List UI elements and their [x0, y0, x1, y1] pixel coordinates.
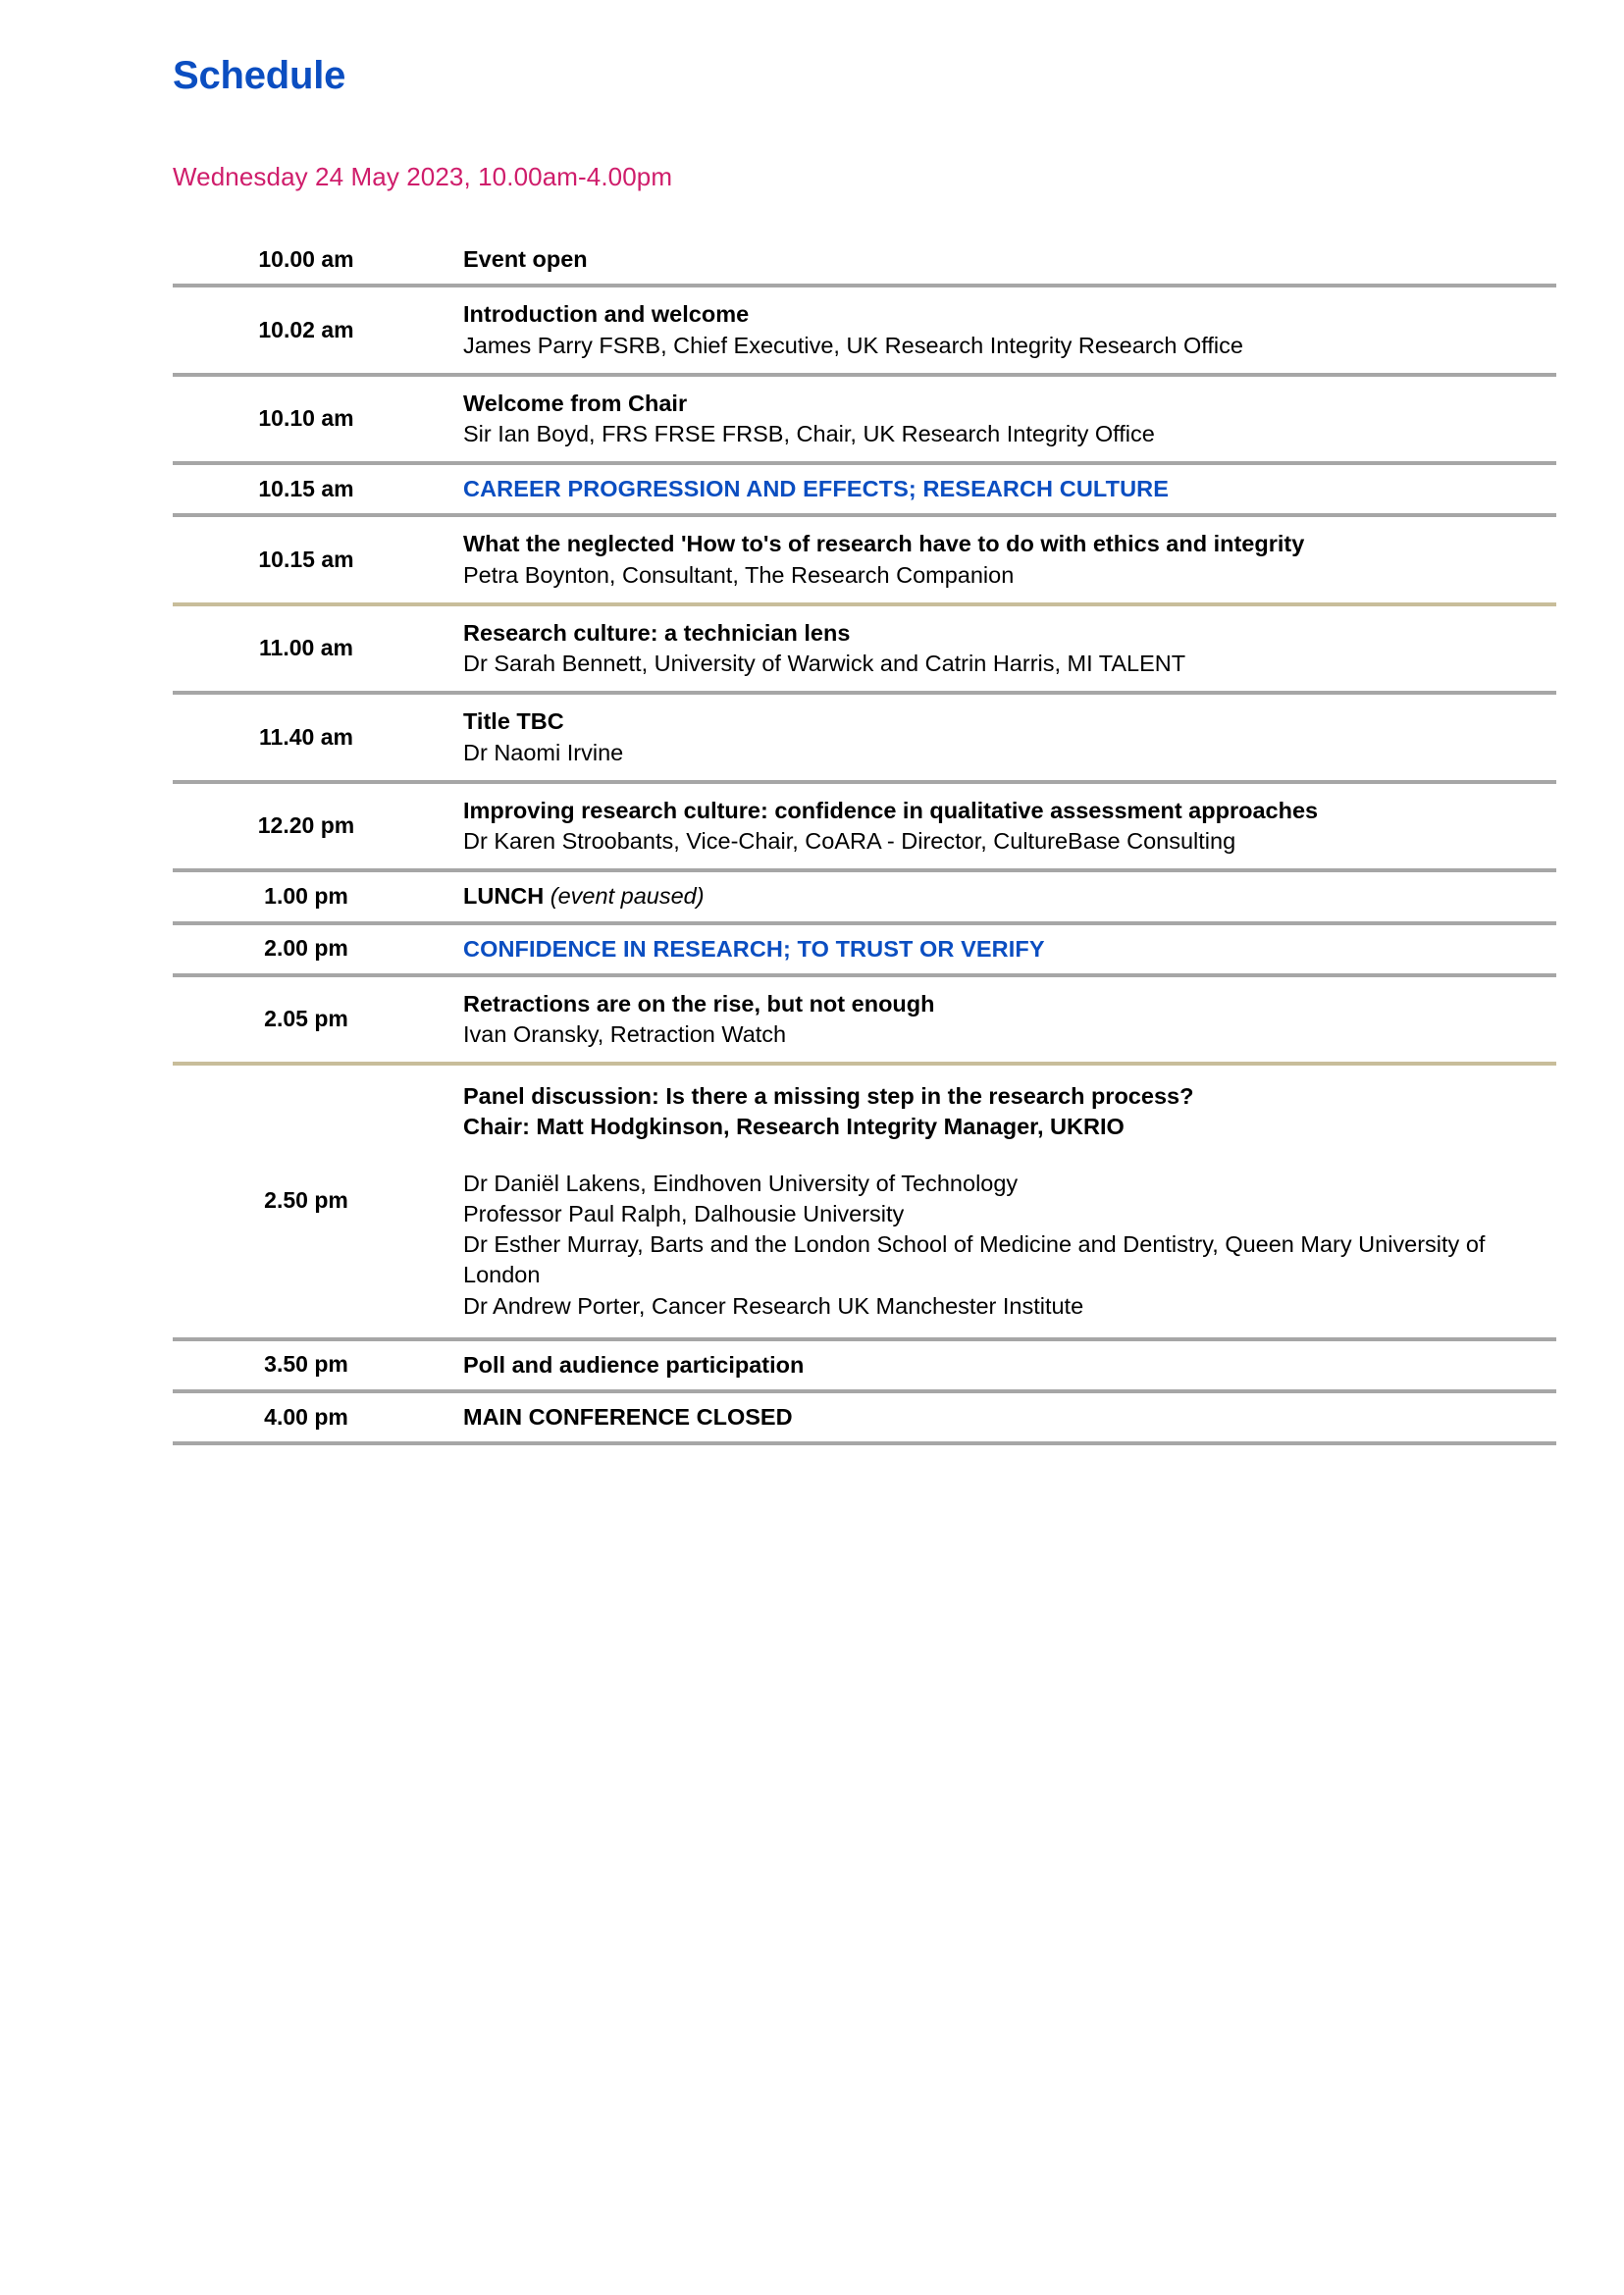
row-speaker: Dr Sarah Bennett, University of Warwick and Catrin Harris, MI TALENT	[463, 651, 1186, 677]
row-content	[440, 977, 1556, 1063]
row-content	[440, 606, 1556, 692]
row-speaker: Dr Naomi Irvine	[463, 739, 624, 765]
row-title: Introduction and welcome	[463, 301, 750, 328]
table-row-cell	[173, 461, 1556, 513]
section-heading: CAREER PROGRESSION AND EFFECTS; RESEARCH CULTURE	[463, 476, 1169, 502]
table-row	[173, 691, 1556, 780]
table-row-cell	[173, 921, 1556, 973]
table-row-cell	[173, 973, 1556, 1063]
row-title: Panel discussion: Is there a missing step in the research process?	[463, 1083, 1194, 1110]
row-content	[440, 1066, 1556, 1337]
row-time: 10.02 am	[258, 316, 354, 342]
row-title-secondary: Chair: Matt Hodgkinson, Research Integrity Manager, UKRIO	[463, 1114, 1125, 1140]
row-time: 2.50 pm	[264, 1187, 348, 1214]
row-title: Title TBC	[463, 708, 564, 735]
table-row-cell	[173, 513, 1556, 602]
row-time: 11.00 am	[259, 635, 353, 661]
table-row	[173, 373, 1556, 462]
table-row	[173, 1337, 1556, 1389]
row-time: 2.05 pm	[264, 1005, 348, 1031]
row-title: MAIN CONFERENCE CLOSED	[463, 1404, 793, 1431]
table-row	[173, 973, 1556, 1063]
row-title: Event open	[463, 246, 588, 272]
row-title: Welcome from Chair	[463, 390, 688, 416]
row-content	[440, 695, 1556, 780]
row-time: 4.00 pm	[264, 1403, 348, 1430]
table-row	[173, 868, 1556, 920]
row-time: 10.10 am	[258, 405, 354, 432]
row-time: 1.00 pm	[264, 882, 348, 909]
row-content	[440, 872, 1556, 920]
panellist-line: Dr Daniël Lakens, Eindhoven University of Technology	[463, 1170, 1019, 1196]
table-row-cell	[173, 1062, 1556, 1337]
row-speaker: Petra Boynton, Consultant, The Research Companion	[463, 561, 1015, 588]
row-title: What the neglected 'How to's of research have to do with ethics and integrity	[463, 531, 1305, 557]
panel-spacer	[463, 1143, 1546, 1169]
table-row-cell	[173, 780, 1556, 869]
row-time: 10.15 am	[258, 546, 354, 572]
row-divider	[173, 1441, 1556, 1445]
row-content	[440, 377, 1556, 462]
row-time: 10.00 am	[258, 245, 354, 272]
table-row-cell	[173, 235, 1556, 284]
row-speaker: Sir Ian Boyd, FRS FRSE FRSB, Chair, UK Research Integrity Office	[463, 421, 1155, 446]
row-content	[440, 235, 1556, 284]
row-time: 10.15 am	[258, 475, 354, 501]
table-row-cell	[173, 373, 1556, 462]
row-title: Retractions are on the rise, but not enough	[463, 990, 935, 1017]
row-content	[440, 925, 1556, 973]
table-row	[173, 602, 1556, 692]
table-row	[173, 1062, 1556, 1337]
row-content	[440, 1341, 1556, 1389]
row-speaker: James Parry FSRB, Chief Executive, UK Research Integrity Research Office	[463, 332, 1243, 358]
panellist-line: Dr Andrew Porter, Cancer Research UK Manchester Institute	[463, 1292, 1084, 1319]
table-row-cell	[173, 284, 1556, 373]
table-row	[173, 513, 1556, 602]
row-time: 2.00 pm	[264, 935, 348, 962]
schedule-date-subtitle: Wednesday 24 May 2023, 10.00am-4.00pm	[173, 162, 673, 191]
row-content	[440, 517, 1556, 602]
table-row-cell	[173, 1337, 1556, 1389]
table-row-cell	[173, 691, 1556, 780]
table-row	[173, 921, 1556, 973]
row-title: LUNCH (event paused)	[463, 883, 705, 910]
row-time: 11.40 am	[259, 723, 353, 750]
table-row	[173, 284, 1556, 373]
row-speaker: Ivan Oransky, Retraction Watch	[463, 1020, 787, 1047]
panellist-line: Professor Paul Ralph, Dalhousie University	[463, 1200, 905, 1226]
table-row	[173, 780, 1556, 869]
table-row	[173, 235, 1556, 284]
table-row-cell	[173, 868, 1556, 920]
row-note: (event paused)	[544, 883, 705, 910]
row-time: 3.50 pm	[264, 1351, 348, 1378]
row-content	[440, 1393, 1556, 1441]
page-title: Schedule	[173, 54, 346, 97]
row-content	[440, 784, 1556, 869]
panellist-line: Dr Esther Murray, Barts and the London School of Medicine and Dentistry, Queen Mary University of London	[463, 1231, 1486, 1288]
schedule-table	[173, 235, 1556, 1445]
table-row-cell	[173, 1389, 1556, 1445]
table-row	[173, 461, 1556, 513]
row-content	[440, 287, 1556, 373]
row-speaker: Dr Karen Stroobants, Vice-Chair, CoARA - Director, CultureBase Consulting	[463, 828, 1236, 855]
row-title: Improving research culture: confidence in qualitative assessment approaches	[463, 797, 1319, 823]
table-row-cell	[173, 602, 1556, 692]
row-time: 12.20 pm	[257, 812, 355, 839]
section-heading: CONFIDENCE IN RESEARCH; TO TRUST OR VERIFY	[463, 935, 1045, 962]
row-content	[440, 465, 1556, 513]
row-title: Research culture: a technician lens	[463, 619, 851, 646]
row-title: Poll and audience participation	[463, 1351, 805, 1378]
table-row	[173, 1389, 1556, 1445]
